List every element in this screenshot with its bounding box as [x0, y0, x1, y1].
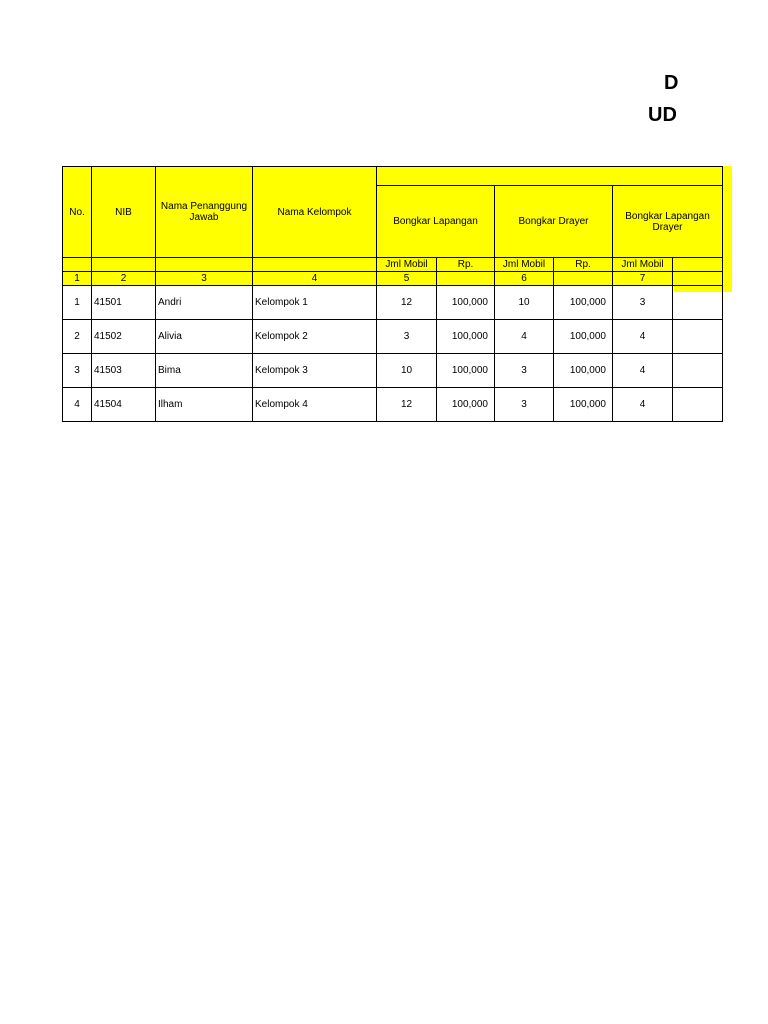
cell-no: 2 [63, 320, 92, 354]
cell-nama: Bima [156, 354, 253, 388]
cell-bd-mobil: 3 [495, 388, 554, 422]
header-bongkar-drayer: Bongkar Drayer [495, 186, 613, 258]
cell-bl-mobil: 3 [377, 320, 437, 354]
cell-no: 1 [63, 286, 92, 320]
index-cell: 4 [253, 272, 377, 286]
index-cell: 6 [495, 272, 554, 286]
cell-kelompok: Kelompok 2 [253, 320, 377, 354]
header-row-sub [63, 258, 723, 272]
header-nib: NIB [92, 167, 156, 258]
page-title-line-1: D [664, 72, 679, 94]
cell-bl-mobil: 12 [377, 388, 437, 422]
sub-jml-mobil: Jml Mobil [613, 258, 673, 272]
header-group-span [377, 167, 723, 186]
cell-bl-rp: 100,000 [437, 354, 495, 388]
cell-bd-mobil: 4 [495, 320, 554, 354]
cell-kelompok: Kelompok 1 [253, 286, 377, 320]
index-cell-empty [554, 272, 613, 286]
table-row [63, 354, 723, 388]
sub-empty-nama [156, 258, 253, 272]
header-nama-penanggung-jawab: Nama Penanggung Jawab [156, 167, 253, 258]
table-row [63, 286, 723, 320]
sub-rp: Rp. [437, 258, 495, 272]
cell-empty [673, 388, 723, 422]
index-cell: 3 [156, 272, 253, 286]
cell-bd-rp: 100,000 [554, 388, 613, 422]
sub-empty-no [63, 258, 92, 272]
cell-empty [673, 354, 723, 388]
sub-rp: Rp. [554, 258, 613, 272]
cell-bl-rp: 100,000 [437, 286, 495, 320]
index-cell-empty [673, 272, 723, 286]
cell-bd-mobil: 3 [495, 354, 554, 388]
cell-bl-mobil: 12 [377, 286, 437, 320]
sub-empty-nib [92, 258, 156, 272]
index-cell: 7 [613, 272, 673, 286]
page-title-line-2: UD [648, 104, 677, 126]
header-no: No. [63, 167, 92, 258]
cell-no: 4 [63, 388, 92, 422]
header-row-index [63, 272, 723, 286]
cell-nib: 41501 [92, 286, 156, 320]
cell-bd-rp: 100,000 [554, 320, 613, 354]
cell-bl-rp: 100,000 [437, 388, 495, 422]
index-cell-empty [437, 272, 495, 286]
cell-bld-mobil: 4 [613, 388, 673, 422]
sub-empty-kelompok [253, 258, 377, 272]
cell-kelompok: Kelompok 3 [253, 354, 377, 388]
index-cell: 5 [377, 272, 437, 286]
cell-bld-mobil: 4 [613, 354, 673, 388]
cell-nib: 41503 [92, 354, 156, 388]
sub-jml-mobil: Jml Mobil [377, 258, 437, 272]
header-bongkar-lapangan: Bongkar Lapangan [377, 186, 495, 258]
header-nama-kelompok: Nama Kelompok [253, 167, 377, 258]
header-bongkar-lapangan-drayer: Bongkar Lapangan Drayer [613, 186, 723, 258]
cell-nama: Andri [156, 286, 253, 320]
cell-bld-mobil: 3 [613, 286, 673, 320]
sub-empty-last [673, 258, 723, 272]
cell-empty [673, 320, 723, 354]
header-row-top [63, 167, 723, 186]
cell-bd-rp: 100,000 [554, 286, 613, 320]
cell-bl-mobil: 10 [377, 354, 437, 388]
index-cell: 1 [63, 272, 92, 286]
table-row [63, 320, 723, 354]
sub-jml-mobil: Jml Mobil [495, 258, 554, 272]
cell-no: 3 [63, 354, 92, 388]
cell-nama: Alivia [156, 320, 253, 354]
cell-nib: 41504 [92, 388, 156, 422]
table-viewport [62, 166, 710, 430]
cell-nib: 41502 [92, 320, 156, 354]
data-table [62, 166, 723, 422]
index-cell: 2 [92, 272, 156, 286]
cell-bl-rp: 100,000 [437, 320, 495, 354]
cell-kelompok: Kelompok 4 [253, 388, 377, 422]
cell-empty [673, 286, 723, 320]
cell-bd-rp: 100,000 [554, 354, 613, 388]
cell-bd-mobil: 10 [495, 286, 554, 320]
cell-bld-mobil: 4 [613, 320, 673, 354]
cell-nama: Ilham [156, 388, 253, 422]
table-row [63, 388, 723, 422]
